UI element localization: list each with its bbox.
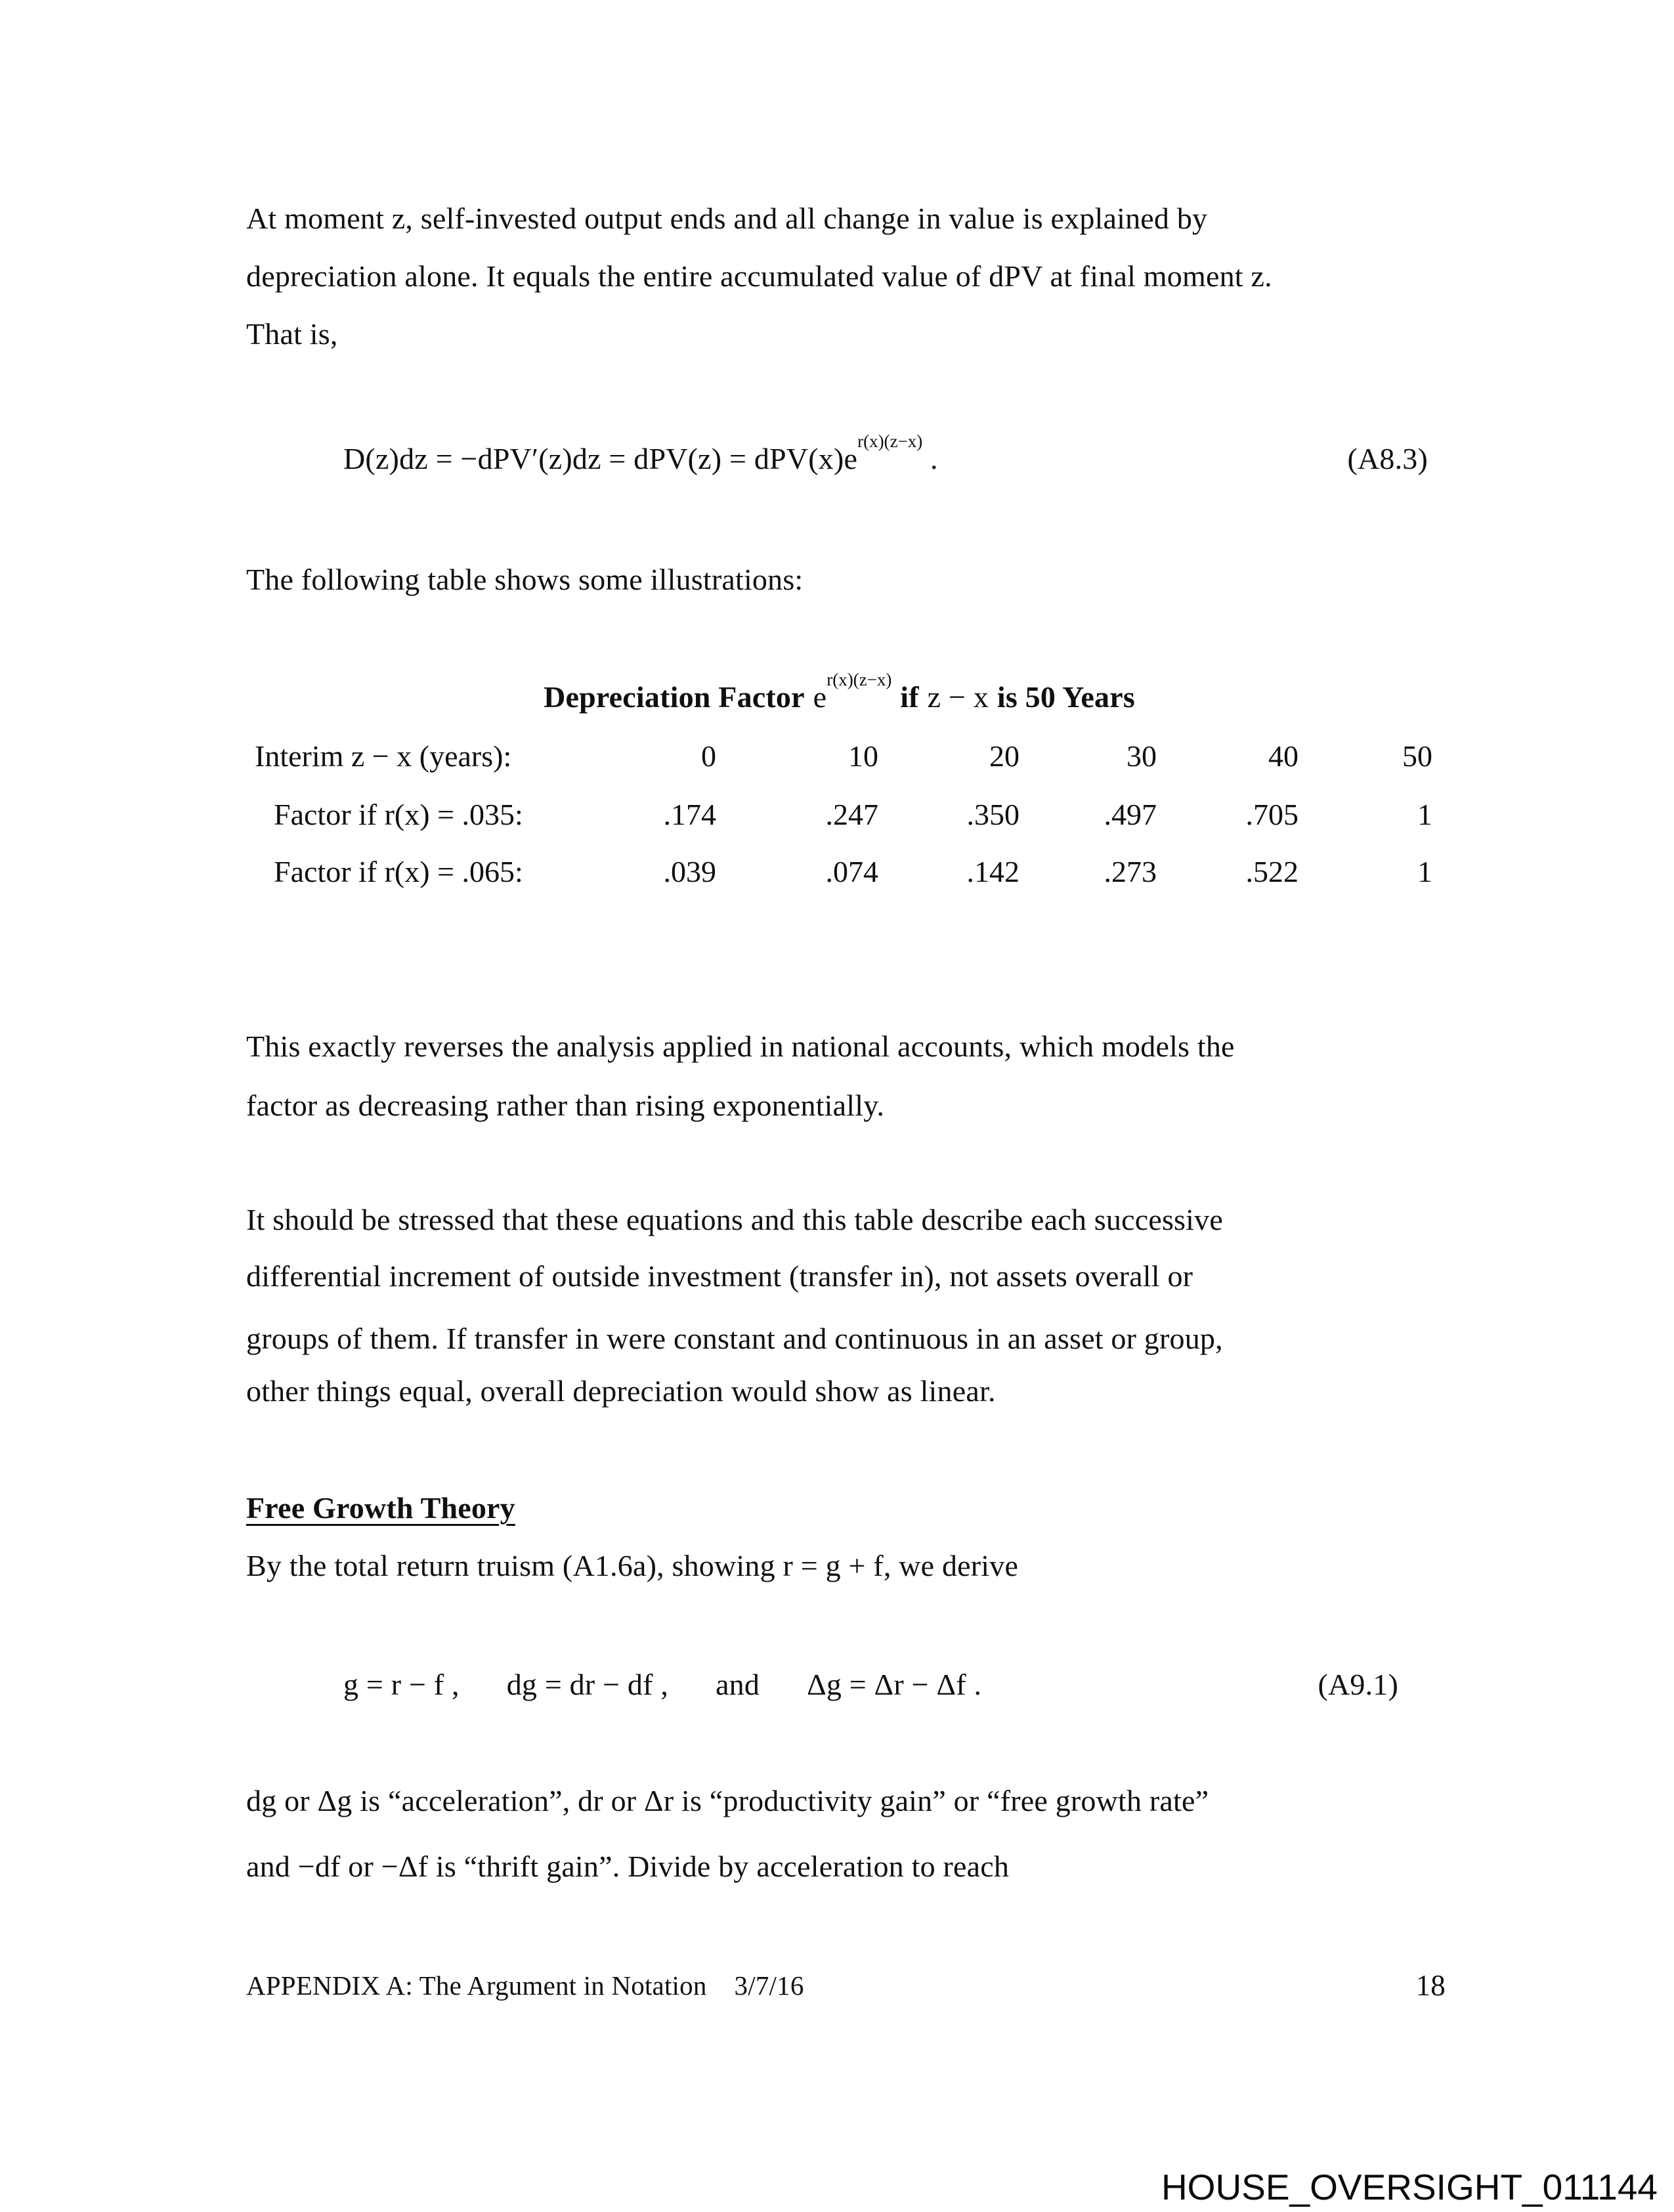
paragraph-1-line-1: At moment z, self-invested output ends and all change in value is explained by: [246, 202, 1208, 235]
paragraph-3-line-2: factor as decreasing rather than rising exponentially.: [246, 1089, 885, 1122]
table-title-bold-2: if: [900, 680, 919, 714]
paragraph-1-line-3: That is,: [246, 317, 338, 351]
table-cell: .705: [1245, 798, 1298, 831]
page-number: 18: [1415, 1969, 1446, 2002]
equation-a83-body: D(z)dz = −dPV′(z)dz = dPV(z) = dPV(x)e: [343, 442, 858, 475]
table-row-factor-035: [246, 796, 1432, 834]
equation-number-a91: (A9.1): [1318, 1668, 1398, 1701]
equation-a91-part-1: g = r − f ,: [343, 1668, 460, 1701]
table-cell: 10: [848, 739, 878, 773]
table-row-label: Factor if r(x) = .035:: [274, 798, 523, 831]
table-title-bold-1: Depreciation Factor: [544, 680, 805, 714]
equation-number-a83: (A8.3): [1347, 442, 1428, 475]
footer-date: 3/7/16: [734, 1970, 804, 2001]
paragraph-6-line-2: and −df or −Δf is “thrift gain”. Divide by acceleration to reach: [246, 1850, 1010, 1883]
table-cell: .074: [825, 855, 878, 888]
paragraph-1-line-2: depreciation alone. It equals the entire accumulated value of dPV at final moment z.: [246, 259, 1272, 293]
paragraph-4-line-3: groups of them. If transfer in were constant and continuous in an asset or group,: [246, 1322, 1223, 1355]
table-cell: .039: [663, 855, 716, 888]
paragraph-2: The following table shows some illustrations:: [246, 563, 804, 596]
table-row-interim-years: [246, 737, 1432, 775]
table-cell: .142: [966, 855, 1019, 888]
table-row-label: Factor if r(x) = .065:: [274, 855, 523, 888]
table-cell: 30: [1127, 739, 1157, 773]
equation-a91-part-3: Δg = Δr − Δf .: [807, 1668, 982, 1701]
table-cell: .350: [966, 798, 1019, 831]
equation-a91-part-2: dg = dr − df ,: [506, 1668, 669, 1701]
equation-a83-superscript: r(x)(z−x): [857, 431, 923, 451]
footer-title: APPENDIX A: The Argument in Notation: [246, 1970, 707, 2001]
paragraph-4-line-1: It should be stressed that these equations and this table describe each successive: [246, 1203, 1223, 1236]
table-cell: 0: [701, 739, 716, 773]
table-cell: .497: [1104, 798, 1157, 831]
table-cell: 1: [1417, 855, 1432, 888]
table-cell: .174: [663, 798, 716, 831]
table-title-math-e: $e^{r(x)(z-x)}$: [813, 669, 892, 714]
table-title-bold-3: is 50 Years: [997, 680, 1135, 714]
equation-a83: [343, 431, 938, 478]
table-cell: .273: [1104, 855, 1157, 888]
table-title-math-zx: z − x: [927, 680, 989, 714]
table-cell: .247: [825, 798, 878, 831]
table-cell: .522: [1245, 855, 1298, 888]
paragraph-5: By the total return truism (A1.6a), showing r = g + f, we derive: [246, 1549, 1019, 1582]
table-title-superscript: r(x)(z−x): [826, 669, 892, 689]
paragraph-4-line-4: other things equal, overall depreciation would show as linear.: [246, 1374, 996, 1408]
table-cell: 1: [1417, 798, 1432, 831]
equation-a91-and: and: [716, 1668, 760, 1701]
bates-number: HOUSE_OVERSIGHT_011144: [1161, 2167, 1658, 2207]
table-row-label: Interim z − x (years):: [255, 739, 512, 773]
paragraph-3-line-1: This exactly reverses the analysis applied in national accounts, which models the: [246, 1030, 1235, 1063]
equation-a91: [343, 1666, 981, 1704]
table-row-factor-065: [246, 853, 1432, 891]
table-title: [246, 669, 1432, 716]
footer-appendix-label: [246, 1969, 804, 2003]
section-heading-free-growth-theory: Free Growth Theory: [246, 1491, 515, 1525]
paragraph-4-line-2: differential increment of outside investment (transfer in), not assets overall or: [246, 1259, 1193, 1293]
equation-a83-period: .: [922, 442, 938, 475]
table-cell: 50: [1402, 739, 1432, 773]
table-cell: 20: [989, 739, 1019, 773]
table-cell: 40: [1268, 739, 1298, 773]
paragraph-6-line-1: dg or Δg is “acceleration”, dr or Δr is “productivity gain” or “free growth rate”: [246, 1784, 1209, 1817]
